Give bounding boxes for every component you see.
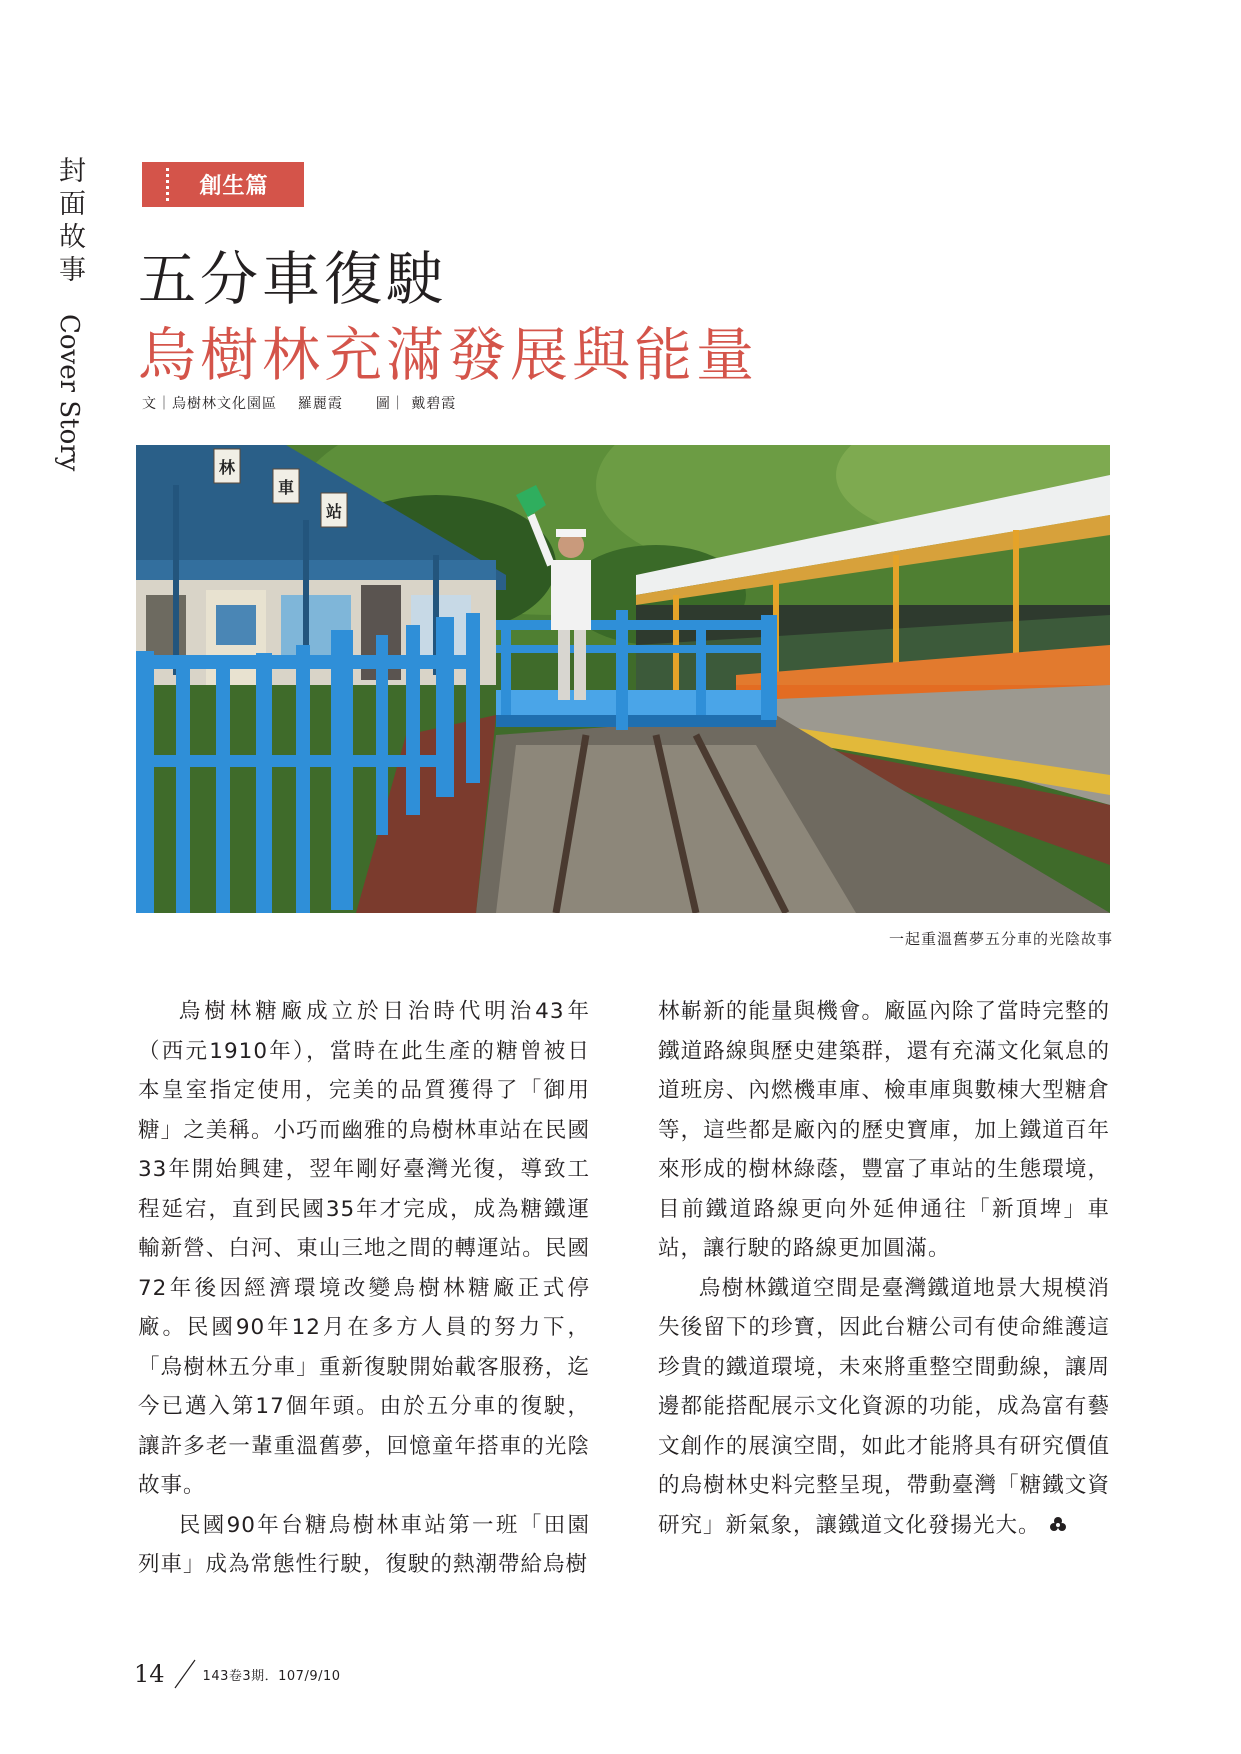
body-column-left bbox=[138, 992, 590, 1585]
article-subtitle: 烏樹林充滿發展與能量 bbox=[138, 321, 759, 389]
section-tag-label: 創生篇 bbox=[199, 174, 269, 199]
page-number: 14 bbox=[134, 1660, 165, 1688]
page-folio bbox=[134, 1658, 341, 1690]
byline-text-label: 文｜烏樹林文化園區 bbox=[142, 396, 277, 412]
ticket-perforation-icon bbox=[166, 168, 169, 201]
side-label-en: Cover Story bbox=[54, 313, 84, 471]
body-paragraph: 林嶄新的能量與機會。廠區內除了當時完整的鐵道路線與歷史建築群，還有充滿文化氣息的道班房、內燃機車庫、檢車庫與數棟大型糖倉等，這些都是廠內的歷史寶庫，加上鐵道百年來形成的樹林綠蔭，豐富了車站的生態環境，目前鐵道路線更向外延伸通往「新頂埤」車站，讓行駛的路線更加圓滿。 bbox=[658, 999, 1110, 1261]
body-paragraph: 烏樹林糖廠成立於日治時代明治43年（西元1910年），當時在此生產的糖曾被日本皇室指定使用，完美的品質獲得了「御用糖」之美稱。小巧而幽雅的烏樹林車站在民國33年開始興建，翌年剛好臺灣光復，導致工程延宕，直到民國35年才完成，成為糖鐵運輸新營、白河、東山三地之間的轉運站。民國72年後因經濟環境改變烏樹林糖廠正式停廠。民國90年12月在多方人員的努力下，「烏樹林五分車」重新復駛開始載客服務，迄今已邁入第17個年頭。由於五分車的復駛，讓許多老一輩重溫舊夢，回憶童年搭車的光陰故事。 bbox=[138, 999, 590, 1498]
flower-end-mark-icon bbox=[1049, 1516, 1067, 1534]
sign-char-1: 林 bbox=[218, 458, 236, 477]
byline bbox=[142, 393, 456, 413]
cover-story-side-label bbox=[56, 156, 83, 471]
article-photo bbox=[136, 445, 1110, 913]
sign-char-3: 站 bbox=[325, 502, 343, 521]
body-paragraph: 民國90年台糖烏樹林車站第一班「田園列車」成為常態性行駛，復駛的熱潮帶給烏樹 bbox=[138, 1512, 590, 1577]
byline-photographer: 戴碧霞 bbox=[411, 396, 457, 412]
body-paragraph-text: 烏樹林鐵道空間是臺灣鐵道地景大規模消失後留下的珍寶，因此台糖公司有使命維護這珍貴的鐵道環境，未來將重整空間動線，讓周邊都能搭配展示文化資源的功能，成為富有藝文創作的展演空間，如此才能將具有研究價值的烏樹林史料完整呈現，帶動臺灣「糖鐵文資研究」新氣象，讓鐵道文化發揚光大。 bbox=[658, 1275, 1110, 1538]
section-tag bbox=[142, 162, 304, 207]
byline-author: 羅麗霞 bbox=[297, 396, 343, 412]
side-label-zh: 封面故事 bbox=[54, 156, 85, 288]
slash-divider-icon bbox=[173, 1658, 197, 1690]
body-column-right bbox=[658, 992, 1110, 1545]
body-paragraph-last bbox=[658, 1269, 1110, 1546]
byline-photo-label: 圖｜ bbox=[375, 396, 406, 412]
issue-info: 143卷3期．107/9/10 bbox=[202, 1668, 341, 1684]
article-title: 五分車復駛 bbox=[138, 245, 449, 313]
sign-char-2: 車 bbox=[277, 478, 295, 497]
railway-station-illustration bbox=[136, 445, 1110, 913]
photo-caption: 一起重溫舊夢五分車的光陰故事 bbox=[888, 930, 1113, 948]
